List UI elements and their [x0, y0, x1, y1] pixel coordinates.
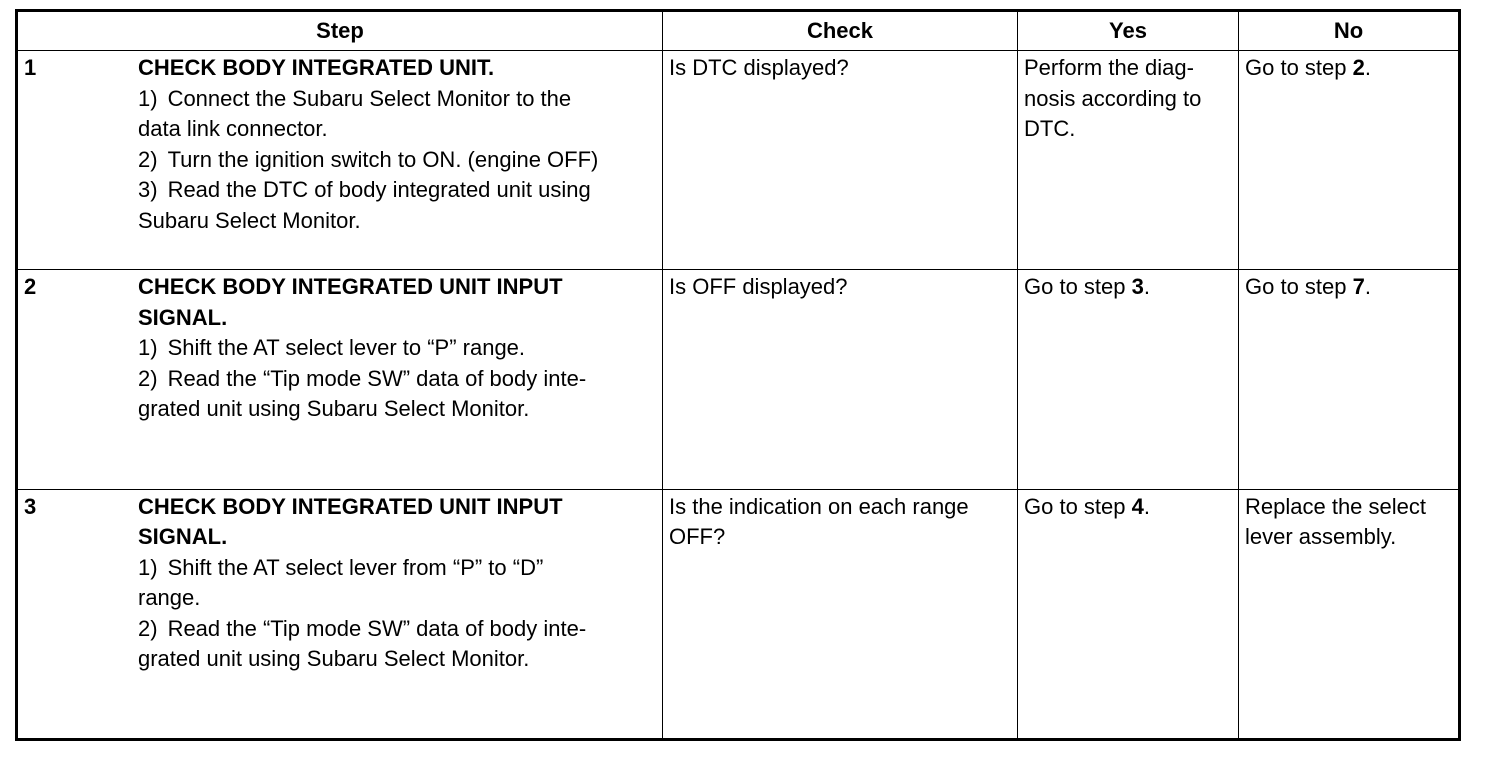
table-header-row — [17, 11, 1460, 51]
check-cell — [663, 51, 1018, 270]
yes-cell — [1018, 270, 1239, 489]
yes-text: DTC. — [1024, 116, 1076, 141]
step-instruction: grated unit using Subaru Select Monitor. — [138, 396, 530, 422]
no-text: Go to step 2. — [1245, 55, 1371, 80]
check-text: OFF? — [669, 524, 726, 550]
yes-text: Go to step 3. — [1024, 274, 1150, 300]
step-cell — [17, 51, 663, 270]
no-text: Go to step 7. — [1245, 274, 1371, 300]
table-row — [17, 270, 1460, 489]
header-no: No — [1239, 11, 1460, 51]
no-text: Replace the select — [1245, 493, 1426, 519]
table-row — [17, 489, 1460, 739]
step-number: 3 — [24, 493, 37, 519]
no-step-ref: 2 — [1352, 55, 1365, 80]
step-title: CHECK BODY INTEGRATED UNIT INPUT — [138, 274, 563, 300]
step-instruction: range. — [138, 585, 201, 611]
yes-step-ref: 3 — [1131, 274, 1144, 300]
no-text: lever assembly. — [1245, 524, 1397, 550]
header-step: Step — [17, 11, 663, 51]
check-cell — [663, 270, 1018, 489]
table-row — [17, 51, 1460, 270]
step-instruction: 2) Read the “Tip mode SW” data of body inte- — [138, 365, 587, 391]
step-title: CHECK BODY INTEGRATED UNIT. — [138, 55, 495, 80]
check-cell — [663, 489, 1018, 739]
no-step-ref: 7 — [1352, 274, 1365, 300]
step-title: CHECK BODY INTEGRATED UNIT INPUT — [138, 493, 563, 519]
step-cell — [17, 489, 663, 739]
step-instruction: 3) Read the DTC of body integrated unit using — [138, 177, 591, 202]
check-text: Is the indication on each range — [669, 493, 969, 519]
header-yes: Yes — [1018, 11, 1239, 51]
step-instruction: 2) Read the “Tip mode SW” data of body inte- — [138, 615, 587, 641]
yes-cell — [1018, 51, 1239, 270]
yes-text: Perform the diag- — [1024, 55, 1194, 80]
yes-step-ref: 4 — [1131, 493, 1144, 519]
step-instruction: 1) Shift the AT select lever to “P” range. — [138, 335, 526, 361]
step-instruction: grated unit using Subaru Select Monitor. — [138, 646, 530, 672]
step-number: 1 — [24, 55, 37, 80]
yes-text: nosis according to — [1024, 85, 1202, 111]
yes-text: Go to step 4. — [1024, 493, 1150, 519]
no-cell — [1239, 51, 1460, 270]
step-instruction: data link connector. — [138, 116, 328, 141]
step-title-cont: SIGNAL. — [138, 524, 228, 550]
no-cell — [1239, 270, 1460, 489]
step-number: 2 — [24, 274, 37, 300]
step-instruction: Subaru Select Monitor. — [138, 207, 361, 233]
step-instruction: 2) Turn the ignition switch to ON. (engine OFF) — [138, 146, 599, 172]
yes-cell — [1018, 489, 1239, 739]
step-instruction: 1) Connect the Subaru Select Monitor to the — [138, 85, 572, 111]
step-title-cont: SIGNAL. — [138, 304, 228, 330]
check-text: Is OFF displayed? — [669, 274, 848, 300]
diagnostic-table — [15, 9, 1461, 741]
step-cell — [17, 270, 663, 489]
check-text: Is DTC displayed? — [669, 55, 849, 80]
no-cell — [1239, 489, 1460, 739]
header-check: Check — [663, 11, 1018, 51]
step-instruction: 1) Shift the AT select lever from “P” to “D” — [138, 554, 544, 580]
